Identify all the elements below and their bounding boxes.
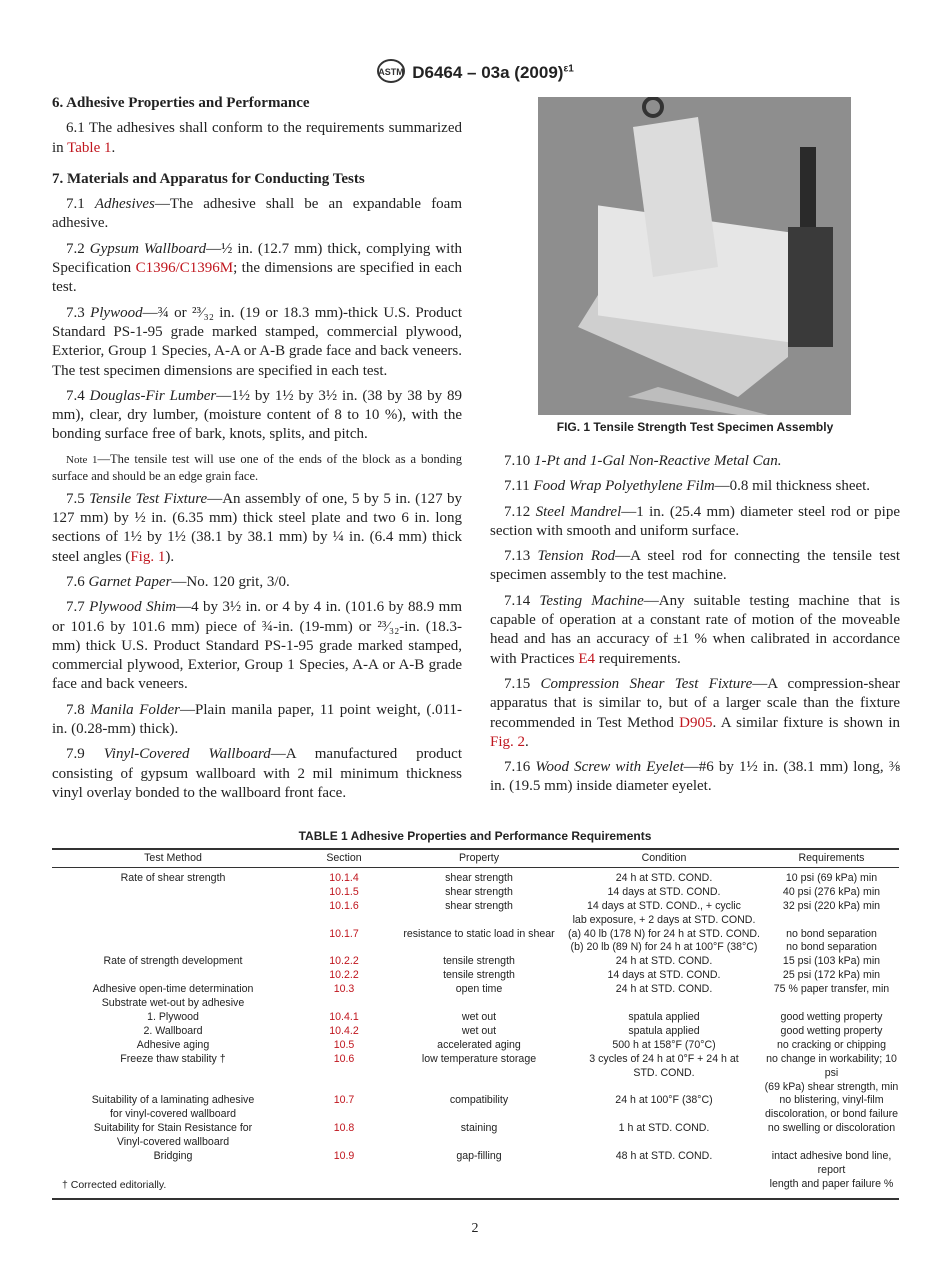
section-6-heading: 6. Adhesive Properties and Performance	[52, 95, 310, 111]
cell-condition: (a) 40 lb (178 N) for 24 h at STD. COND. (b) 20 lb (89 N) for 24 h at 100°F (38°C)	[568, 927, 760, 954]
cell-test-method: Rate of shear strength	[120, 871, 226, 884]
table-1-title: TABLE 1 Adhesive Properties and Performance Requirements	[298, 829, 652, 843]
cell-property: wet out	[461, 1010, 497, 1023]
table-row	[52, 1053, 899, 1095]
col-header-property: Property	[394, 849, 564, 867]
para-7-3: 7.3 Plywood—¾ or ²³⁄₃₂ in. (19 or 18.3 mm)-thick U.S. Product Standard PS-1-95 grade marked stamped, commercial plywood, Exterior, Group 1 Species, A-A or A-B grade face and back veneers. The test specimen dimensions are specified in each test.	[52, 304, 462, 379]
para-7-16: 7.16 Wood Screw with Eyelet—#6 by 1½ in. (38.1 mm) long, ⅜ in. (19.5 mm) inside diameter eyelet.	[490, 759, 901, 795]
cell-section[interactable]: 10.3	[333, 983, 355, 996]
para-7-2: 7.2 Gypsum Wallboard—½ in. (12.7 mm) thick, complying with Specification C1396/C1396M; the dimensions are specified in each test.	[52, 240, 463, 296]
cell-property: accelerated aging	[437, 1038, 521, 1051]
cell-section[interactable]: 10.9	[333, 1150, 355, 1163]
cell-requirements: no cracking or chipping	[777, 1038, 886, 1051]
cell-requirements: 25 psi (172 kPa) min	[782, 969, 881, 982]
cell-test-method: 2. Wallboard	[143, 1024, 203, 1037]
cell-requirements: intact adhesive bond line, report length and paper failure %	[769, 1150, 894, 1190]
cell-requirements: no blistering, vinyl-film discoloration, or bond failure	[764, 1094, 899, 1121]
c1396-link[interactable]: C1396/C1396M	[135, 260, 234, 277]
page-number: 2	[471, 1221, 479, 1236]
footnote: † Corrected editorially.	[62, 1179, 167, 1191]
cell-requirements: good wetting property	[780, 1010, 883, 1023]
para-7-5: 7.5 Tensile Test Fixture—An assembly of one, 5 by 5 in. (127 by 127 mm) by ½ in. (6.35 mm) thick steel plate and two 6 in. long sections of 1½ by 1½ (38.1 by 38.1 mm) by ¼ in. (6.4 mm) thick steel angles (Fig. 1).	[52, 490, 463, 565]
left-column	[52, 94, 462, 809]
cell-condition: 48 h at STD. COND.	[615, 1150, 713, 1163]
cell-condition: 24 h at STD. COND.	[615, 871, 713, 884]
table-row	[52, 1011, 899, 1025]
cell-section[interactable]: 10.1.6	[329, 899, 359, 912]
cell-condition: spatula applied	[628, 1024, 700, 1037]
designation-superscript: ε1	[563, 63, 574, 75]
cell-condition: 500 h at 158°F (70°C)	[612, 1038, 716, 1051]
cell-condition: spatula applied	[628, 1010, 700, 1023]
table-row	[52, 900, 899, 928]
cell-section[interactable]: 10.8	[333, 1122, 355, 1135]
para-7-7: 7.7 Plywood Shim—4 by 3½ in. or 4 by 4 in. (101.6 by 88.9 mm or 101.6 by 101.6 mm) piece of ¾-in. (19-mm) or ²³⁄₃₂-in. (18.3-mm) thick U.S. Product Standard PS-1-95 grade marked stamped, commercial plywood, Exterior, Group 1 Species, A-A or A-B grade face and back veneers.	[52, 599, 462, 693]
e4-link[interactable]: E4	[578, 650, 595, 667]
cell-test-method: Adhesive aging	[136, 1038, 210, 1051]
table-row	[52, 1150, 899, 1199]
table-row	[52, 1122, 899, 1150]
cell-property: open time	[455, 983, 503, 996]
cell-requirements: 40 psi (276 kPa) min	[782, 885, 881, 898]
table-1-link[interactable]: Table 1	[67, 139, 112, 156]
cell-section[interactable]: 10.4.2	[329, 1024, 359, 1037]
cell-test-method: Rate of strength development	[103, 955, 243, 968]
para-7-4: 7.4 Douglas-Fir Lumber—1½ by 1½ by 3½ in. (38 by 38 by 89 mm), clear, dry lumber, (moisture content of 8 to 10 %), with the bonding surface free of bark, knots, splits, and pitch.	[52, 387, 463, 443]
cell-condition: 24 h at STD. COND.	[615, 955, 713, 968]
cell-section[interactable]: 10.7	[333, 1094, 355, 1107]
cell-property: tensile strength	[443, 955, 515, 968]
cell-section[interactable]: 10.1.7	[329, 927, 359, 940]
cell-section[interactable]: 10.1.5	[329, 885, 359, 898]
table-row	[52, 1039, 899, 1053]
cell-property: low temperature storage	[421, 1052, 537, 1065]
table-row	[52, 955, 899, 969]
cell-requirements: 32 psi (220 kPa) min	[782, 899, 881, 912]
table-row	[52, 969, 899, 983]
cell-requirements: good wetting property	[780, 1024, 883, 1037]
col-header-condition: Condition	[564, 849, 764, 867]
cell-requirements: 10 psi (69 kPa) min	[785, 871, 878, 884]
table-row	[52, 1094, 899, 1122]
requirements-table	[52, 848, 899, 1200]
cell-test-method: Bridging	[153, 1150, 193, 1163]
cell-condition: 14 days at STD. COND.	[607, 885, 721, 898]
fig-2-link[interactable]: Fig. 2	[490, 733, 526, 750]
table-row	[52, 928, 899, 956]
fig-1-link[interactable]: Fig. 1	[130, 548, 166, 565]
cell-test-method	[52, 900, 294, 928]
cell-test-method: Adhesive open-time determination Substrate wet-out by adhesive	[92, 983, 254, 1010]
cell-property: compatibility	[449, 1094, 509, 1107]
col-header-requirements: Requirements	[764, 849, 899, 867]
cell-property: wet out	[461, 1024, 497, 1037]
cell-test-method: Freeze thaw stability †	[120, 1052, 226, 1065]
cell-test-method: Suitability of a laminating adhesive for vinyl-covered wallboard	[91, 1094, 255, 1121]
para-7-11: 7.11 Food Wrap Polyethylene Film—0.8 mil thickness sheet.	[504, 478, 871, 495]
astm-logo-icon	[376, 58, 406, 84]
cell-test-method	[52, 969, 294, 983]
para-7-13: 7.13 Tension Rod—A steel rod for connecting the tensile test specimen assembly to the test machine.	[490, 548, 900, 584]
cell-section[interactable]: 10.1.4	[329, 871, 359, 884]
designation: D6464 – 03a (2009)	[412, 63, 564, 82]
cell-condition: 1 h at STD. COND.	[618, 1122, 710, 1135]
cell-section[interactable]: 10.5	[333, 1038, 355, 1051]
para-6-1: 6.1 The adhesives shall conform to the requirements summarized in Table 1.	[52, 120, 462, 156]
para-7-8: 7.8 Manila Folder—Plain manila paper, 11 point weight, (.011-in. (0.28-mm) thick).	[52, 701, 463, 738]
cell-property: shear strength	[445, 871, 513, 884]
cell-test-method	[52, 886, 294, 900]
cell-property: tensile strength	[443, 969, 515, 982]
cell-condition: 24 h at STD. COND.	[615, 983, 713, 996]
table-row	[52, 886, 899, 900]
cell-test-method: Suitability for Stain Resistance for Vinyl-covered wallboard	[93, 1122, 253, 1149]
figure-1-photo	[538, 97, 851, 415]
para-7-14: 7.14 Testing Machine—Any suitable testing machine that is capable of operation at a constant rate of motion of the moveable head and has an accuracy of ±1 % when calibrated in accordance with Practices E4 requirements.	[490, 592, 901, 667]
table-row	[52, 1025, 899, 1039]
cell-requirements: no bond separation no bond separation	[786, 927, 877, 954]
cell-requirements: 75 % paper transfer, min	[773, 983, 890, 996]
para-7-10: 7.10 1-Pt and 1-Gal Non-Reactive Metal Can.	[504, 453, 782, 469]
para-7-6: 7.6 Garnet Paper—No. 120 grit, 3/0.	[66, 573, 290, 590]
cell-requirements: no change in workability; 10 psi (69 kPa) shear strength, min	[764, 1052, 899, 1093]
cell-property: shear strength	[445, 885, 513, 898]
cell-section[interactable]: 10.4.1	[329, 1010, 359, 1023]
cell-requirements: 15 psi (103 kPa) min	[782, 955, 881, 968]
table-row	[52, 983, 899, 1011]
right-column	[490, 452, 900, 803]
table-row	[52, 867, 899, 885]
document-header	[0, 58, 950, 84]
cell-section[interactable]: 10.2.2	[329, 969, 359, 982]
cell-property: staining	[460, 1122, 498, 1135]
cell-test-method	[52, 928, 294, 956]
d905-link[interactable]: D905	[679, 714, 713, 731]
para-7-9: 7.9 Vinyl-Covered Wallboard—A manufactured product consisting of gypsum wallboard with 2 mil minimum thickness vinyl overlay bonded to the wallboard front face.	[52, 746, 462, 801]
cell-property: resistance to static load in shear	[403, 927, 555, 940]
svg-text:ASTM: ASTM	[378, 67, 404, 77]
cell-property: gap-filling	[456, 1150, 502, 1163]
cell-condition: 14 days at STD. COND., + cyclic lab exposure, + 2 days at STD. COND.	[572, 899, 756, 926]
cell-test-method: 1. Plywood	[147, 1010, 199, 1023]
col-header-test-method: Test Method	[52, 849, 294, 867]
cell-section[interactable]: 10.2.2	[329, 955, 359, 968]
figure-1-caption: FIG. 1 Tensile Strength Test Specimen Assembly	[556, 420, 834, 434]
col-header-section: Section	[294, 849, 394, 867]
cell-condition: 24 h at 100°F (38°C)	[615, 1094, 713, 1107]
para-7-15: 7.15 Compression Shear Test Fixture—A compression-shear apparatus that is similar to, but of a larger scale than the fixture recommended in Test Method D905. A similar fixture is shown in Fig. 2.	[490, 675, 901, 750]
cell-condition: 3 cycles of 24 h at 0°F + 24 h at STD. COND.	[589, 1052, 739, 1079]
cell-condition: 14 days at STD. COND.	[607, 969, 721, 982]
para-7-1: 7.1 Adhesives—The adhesive shall be an expandable foam adhesive.	[52, 196, 463, 232]
note-1: Note 1—The tensile test will use one of the ends of the block as a bonding surface and should be an edge grain face.	[52, 451, 463, 483]
cell-requirements: no swelling or discoloration	[767, 1122, 896, 1135]
para-7-12: 7.12 Steel Mandrel—1 in. (25.4 mm) diameter steel rod or pipe section with smooth and uniform surface.	[490, 503, 900, 539]
cell-section[interactable]: 10.6	[333, 1052, 355, 1065]
cell-property: shear strength	[445, 899, 513, 912]
section-7-heading: 7. Materials and Apparatus for Conducting Tests	[52, 170, 365, 187]
